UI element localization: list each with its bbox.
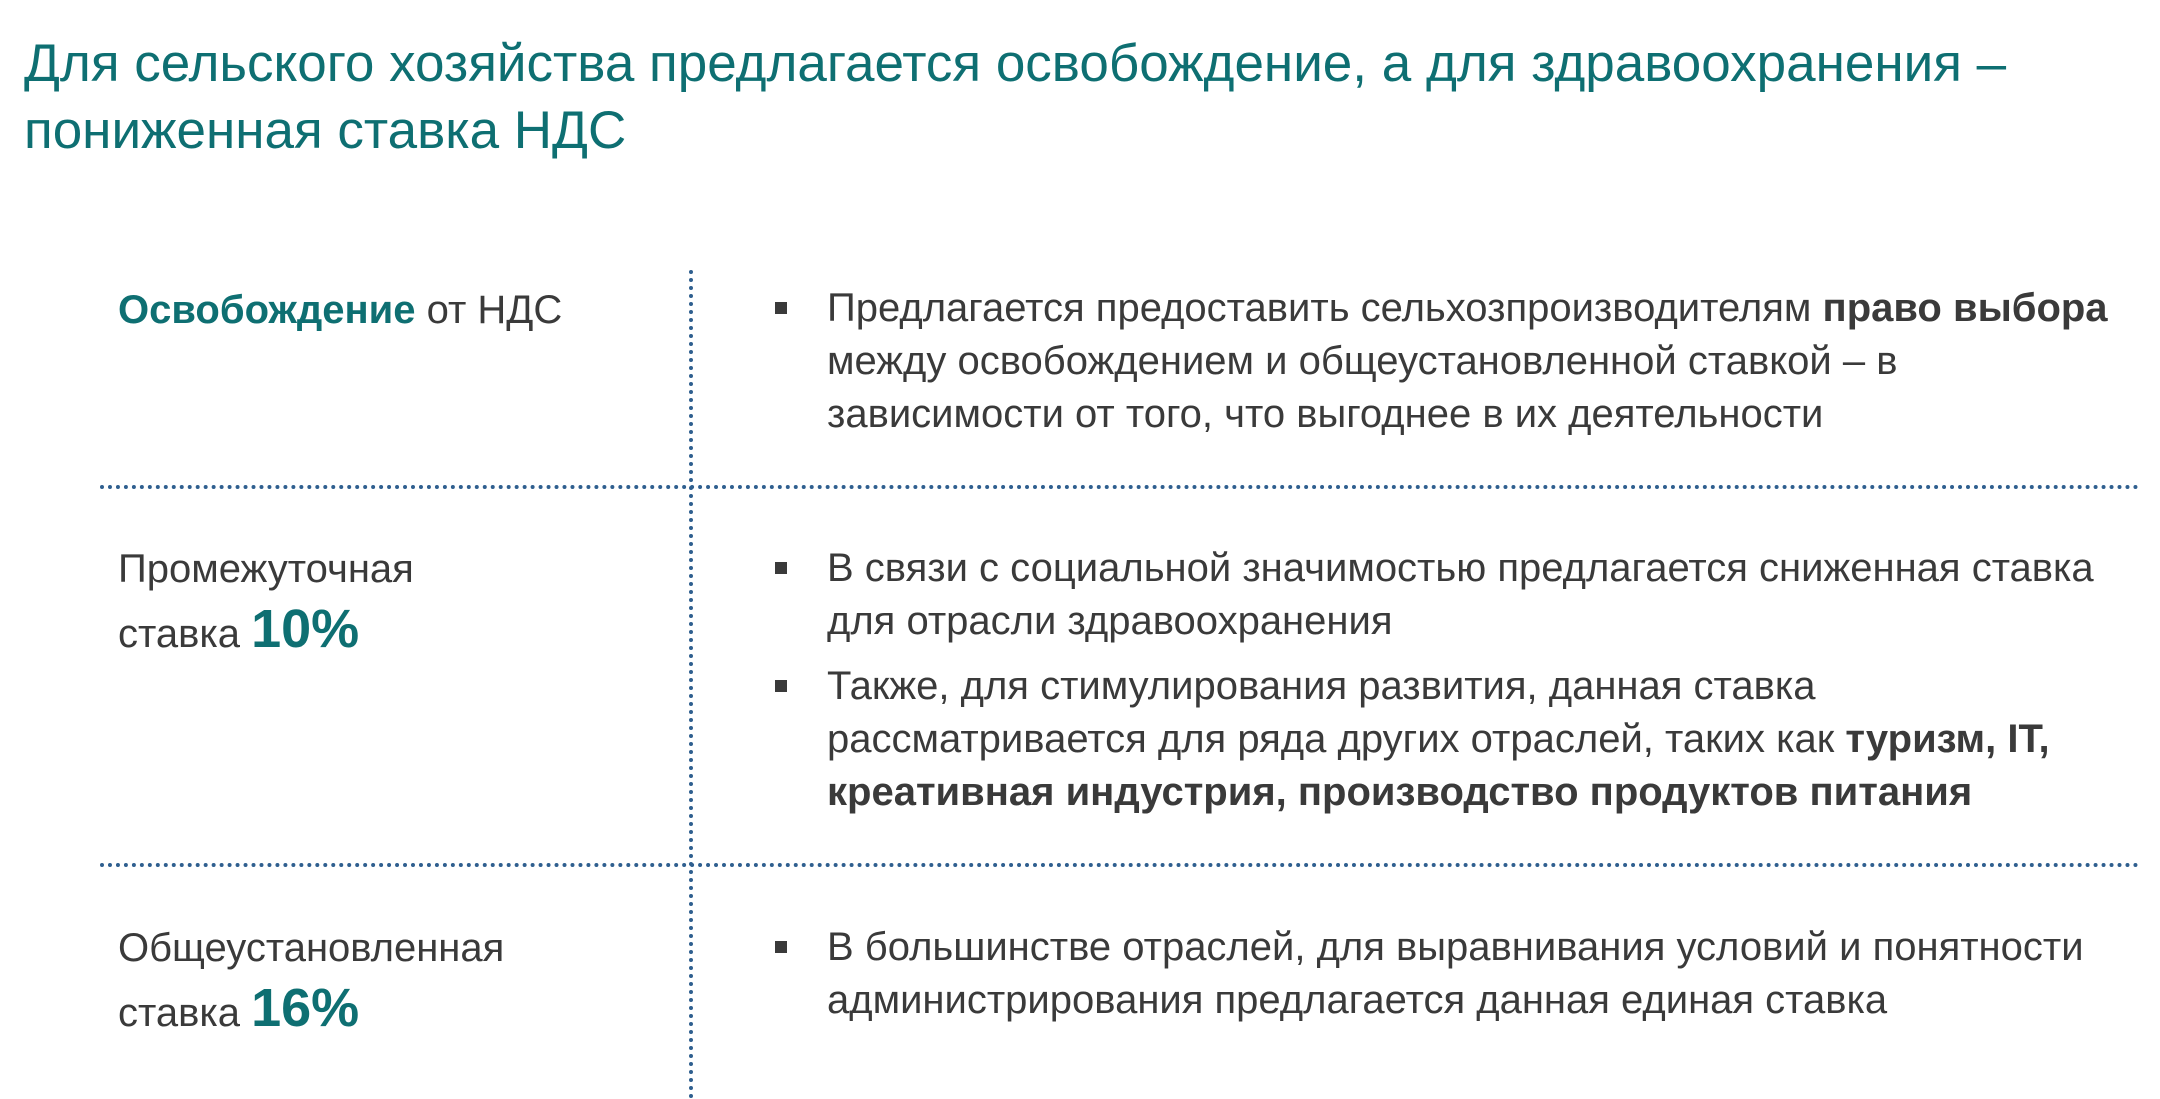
row-label-intermediate xyxy=(118,541,678,662)
bullet-square-icon xyxy=(775,680,787,692)
bullet-text: между освобождением и общеустановленной ставкой – в зависимости от того, что выгоднее в их деятельности xyxy=(827,339,1898,436)
bullets-general xyxy=(775,921,2145,1039)
intermediate-label-line1: Промежуточная xyxy=(118,547,414,591)
row-label-exemption xyxy=(118,282,678,338)
row-label-general xyxy=(118,920,678,1041)
bullet-item xyxy=(775,921,2145,1027)
general-rate: 16% xyxy=(251,978,360,1038)
horizontal-divider-1 xyxy=(100,485,2140,489)
slide-title: Для сельского хозяйства предлагается освобождение, а для здравоохранения – пониженная ставка НДС xyxy=(24,34,2007,160)
horizontal-divider-2 xyxy=(100,863,2140,867)
bullet-text: В связи с социальной значимостью предлагается сниженная ставка для отрасли здравоохранения xyxy=(827,546,2094,643)
bullets-intermediate xyxy=(775,542,2145,831)
bullet-square-icon xyxy=(775,302,787,314)
vertical-divider xyxy=(689,270,693,1099)
bullet-item xyxy=(775,660,2145,819)
general-label-line1: Общеустановленная xyxy=(118,926,505,970)
exemption-label-bold: Освобождение xyxy=(118,288,416,332)
intermediate-rate: 10% xyxy=(251,599,360,659)
intermediate-label-line2: ставка xyxy=(118,612,252,656)
bullet-square-icon xyxy=(775,941,787,953)
bullet-text: Предлагается предоставить сельхозпроизводителям xyxy=(827,286,1823,330)
bullet-text: Также, для стимулирования развития, данная ставка рассматривается для ряда других отраслей, таких как xyxy=(827,664,1846,761)
bullet-text: В большинстве отраслей, для выравнивания условий и понятности администрирования предлагается данная единая ставка xyxy=(827,925,2084,1022)
exemption-label-rest: от НДС xyxy=(415,288,563,332)
bullet-item xyxy=(775,282,2145,441)
bullet-item xyxy=(775,542,2145,648)
bullet-text-bold: туризм, IT, креативная индустрия, производство продуктов питания xyxy=(827,717,2050,814)
general-label-line2: ставка xyxy=(118,991,252,1035)
bullets-exemption xyxy=(775,282,2145,453)
bullet-text-bold: право выбора xyxy=(1822,286,2108,330)
bullet-square-icon xyxy=(775,562,787,574)
